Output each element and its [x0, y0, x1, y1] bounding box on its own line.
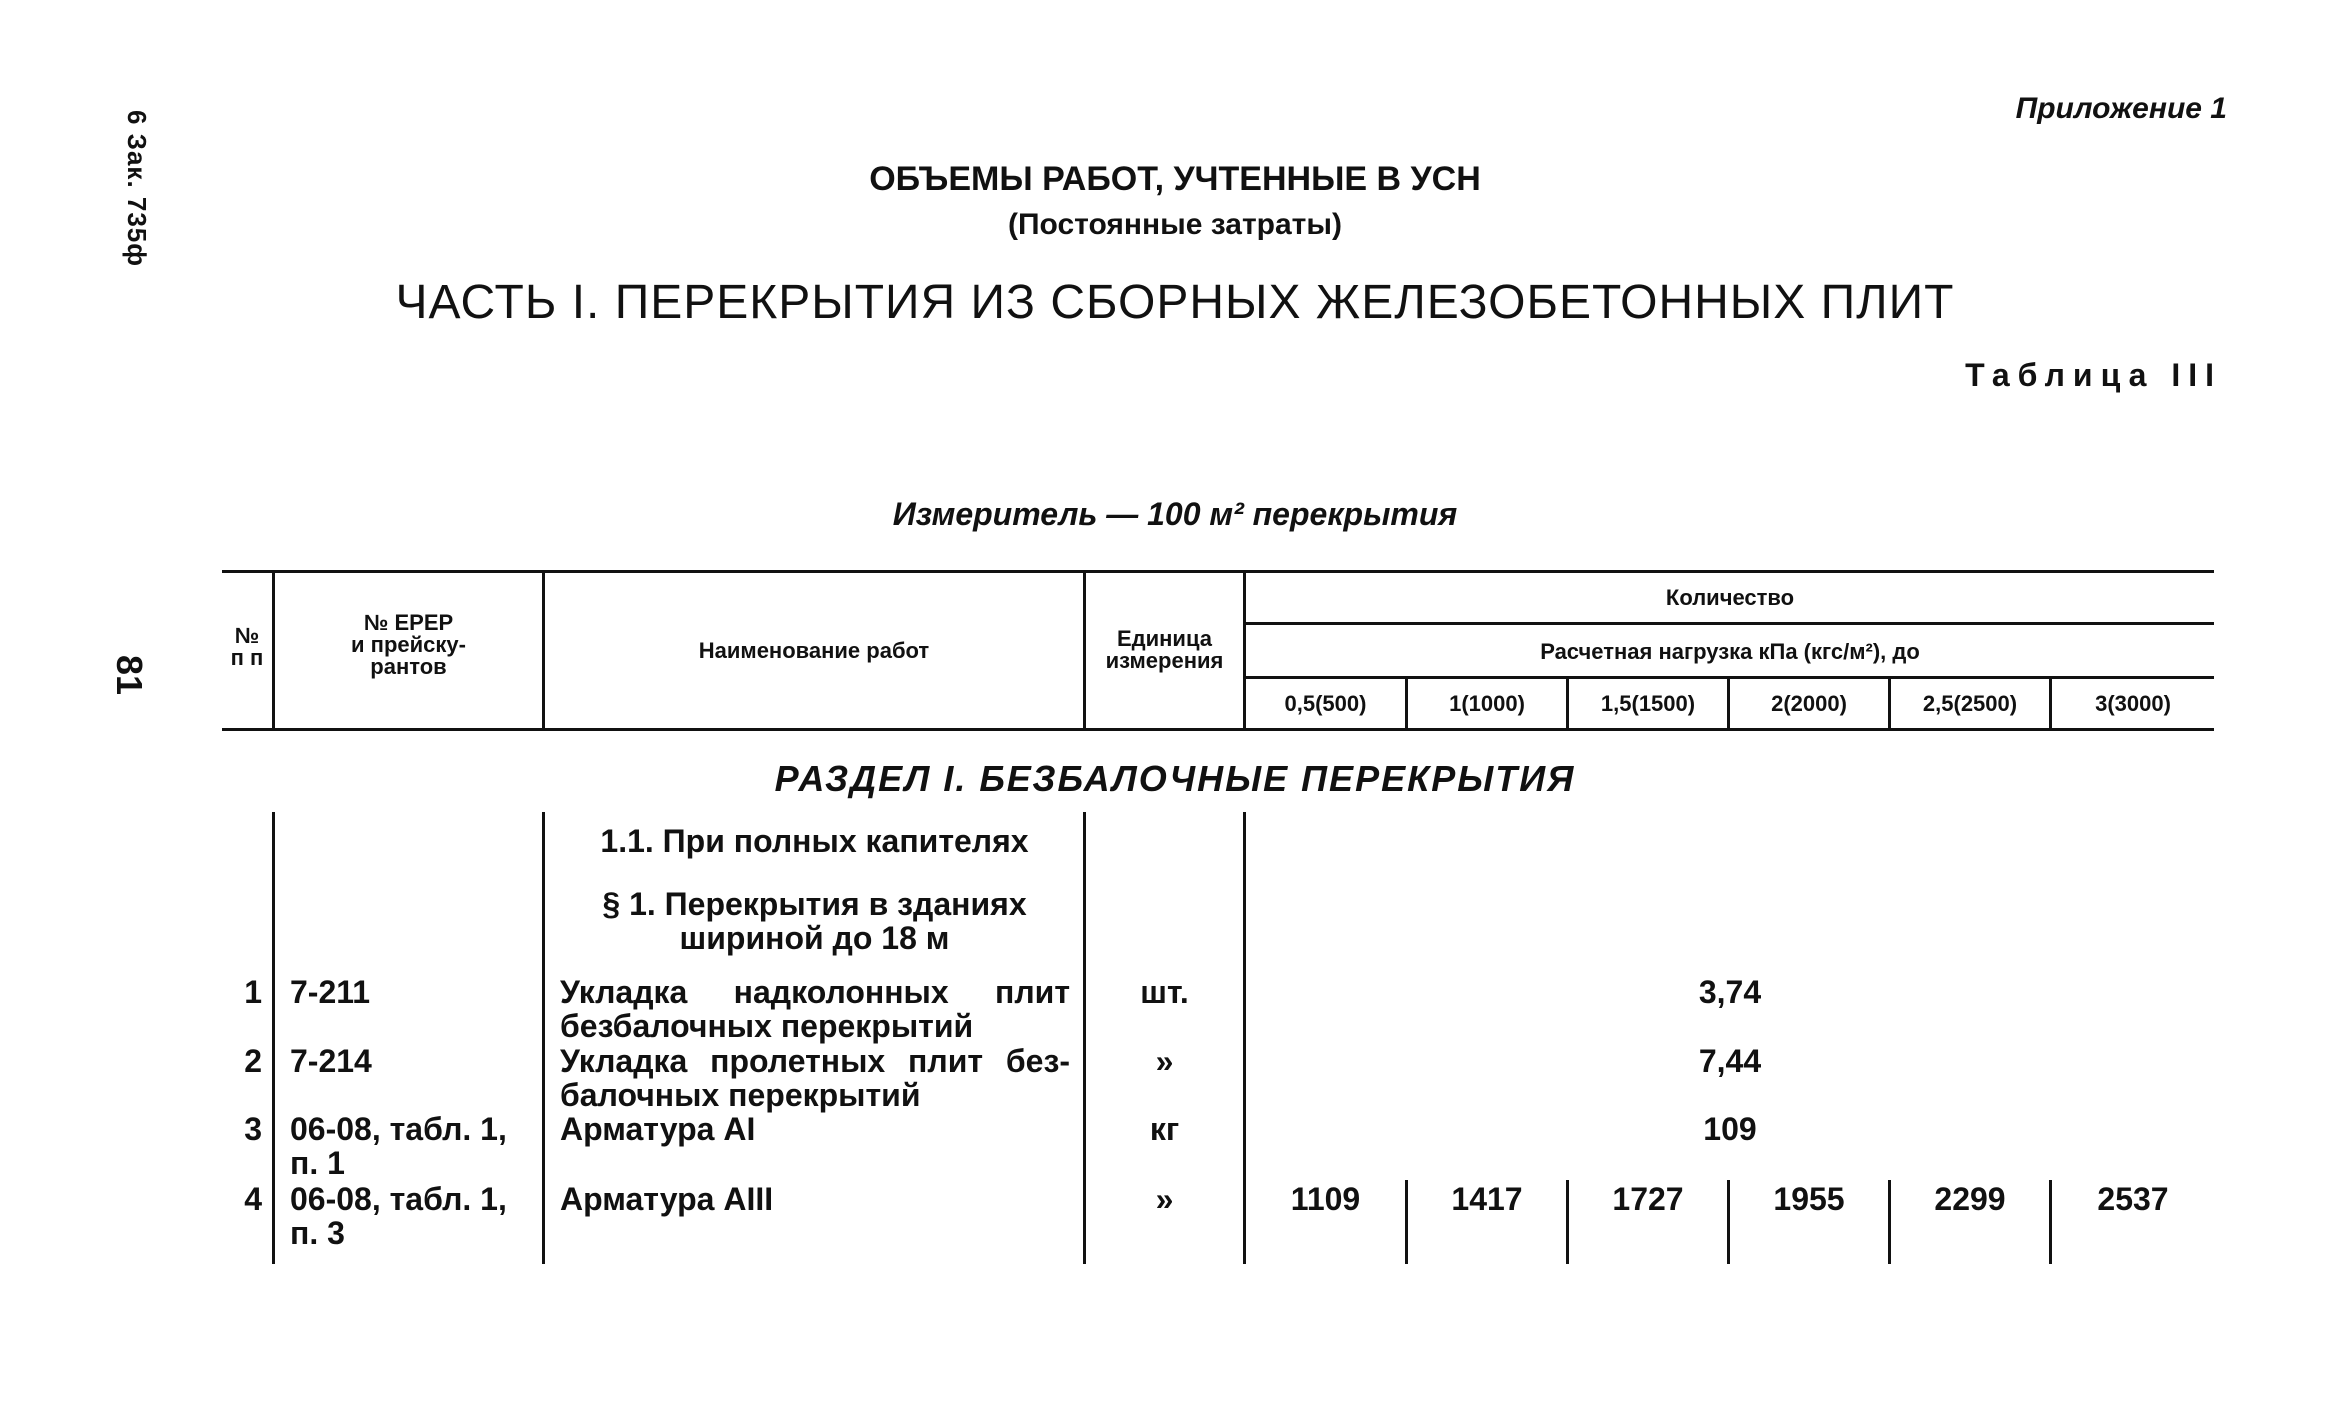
- row-code-line: п. 3: [290, 1215, 345, 1251]
- row-value: 109: [1703, 1111, 1757, 1147]
- section-heading: РАЗДЕЛ I. БЕЗБАЛОЧНЫЕ ПЕРЕКРЫТИЯ: [774, 758, 1576, 799]
- table-top-rule: [222, 570, 2214, 573]
- measure-unit: Измеритель — 100 м² перекрытия: [892, 496, 1458, 532]
- row-value: 7,44: [1698, 1043, 1762, 1079]
- table-header-bottom-rule: [222, 728, 2214, 731]
- table-label: Таблица III: [1965, 357, 2222, 393]
- row-value: 1109: [1290, 1181, 1361, 1217]
- load-column-label: 1,5(1500): [1600, 691, 1696, 716]
- header-eper: [275, 612, 542, 678]
- row-unit: »: [1155, 1043, 1174, 1079]
- load-column-label: 1(1000): [1449, 691, 1525, 716]
- paragraph-heading-line: § 1. Перекрытия в зданиях: [602, 886, 1027, 922]
- row-code: [290, 1112, 540, 1180]
- header-unit-line: измерения: [1105, 648, 1224, 673]
- row-name: Арматура AI: [560, 1111, 756, 1147]
- row-code: [290, 1182, 540, 1250]
- row-unit: »: [1155, 1181, 1174, 1217]
- appendix-label: Приложение 1: [2015, 92, 2227, 125]
- header-quantity: Количество: [1665, 585, 1795, 610]
- row-unit: кг: [1149, 1111, 1180, 1147]
- load-column-label: 0,5(500): [1284, 691, 1367, 716]
- row-unit: шт.: [1140, 974, 1189, 1010]
- row-name-line: балочных перекрытий: [560, 1077, 921, 1113]
- row-name: [560, 1044, 1070, 1112]
- header-eper-line: № ЕРЕР: [363, 610, 454, 635]
- header-unit: [1086, 628, 1243, 672]
- paragraph-heading-line: шириной до 18 м: [679, 920, 950, 956]
- paragraph-heading: [546, 887, 1083, 955]
- header-number: [222, 625, 272, 669]
- header-load: Расчетная нагрузка кПа (кгс/м²), до: [1540, 639, 1920, 664]
- row-value: 2537: [2097, 1181, 2169, 1217]
- row-name: [560, 975, 1070, 1043]
- page-number: 81: [109, 655, 150, 696]
- body-divider: [272, 812, 275, 1264]
- row-name: Арматура AIII: [560, 1181, 774, 1217]
- quantity-rule: [1245, 622, 2214, 625]
- row-code-line: 06-08, табл. 1,: [290, 1181, 507, 1217]
- document-title: ОБЪЕМЫ РАБОТ, УЧТЕННЫЕ В УСН: [869, 160, 1481, 198]
- row-number: 3: [244, 1111, 262, 1147]
- row-value: 2299: [1934, 1181, 2006, 1217]
- part-title: ЧАСТЬ I. ПЕРЕКРЫТИЯ ИЗ СБОРНЫХ ЖЕЛЕЗОБЕТОННЫХ ПЛИТ: [395, 276, 1955, 329]
- header-number-line: п п: [230, 645, 264, 670]
- header-number-line: №: [234, 623, 260, 648]
- header-unit-line: Единица: [1116, 626, 1212, 651]
- header-eper-line: и прейску-: [351, 632, 466, 657]
- row-name-line: Укладка пролетных плит без-: [560, 1043, 1070, 1079]
- row-value: 1955: [1773, 1181, 1845, 1217]
- row-value: 1417: [1451, 1181, 1523, 1217]
- row-number: 1: [244, 974, 262, 1010]
- row-value: 3,74: [1698, 974, 1762, 1010]
- row-code: 7-214: [290, 1043, 372, 1079]
- row-number: 4: [244, 1181, 262, 1217]
- row-name-line: безбалочных перекрытий: [560, 1008, 974, 1044]
- order-note: 6 Зак. 735ф: [122, 110, 152, 268]
- load-column-label: 3(3000): [2095, 691, 2171, 716]
- subsection-heading: 1.1. При полных капителях: [600, 823, 1029, 859]
- row-value: 1727: [1612, 1181, 1684, 1217]
- row-name-line: Укладка надколонных плит: [560, 974, 1070, 1010]
- load-column-label: 2(2000): [1771, 691, 1847, 716]
- document-subtitle: (Постоянные затраты): [1008, 208, 1342, 241]
- row-number: 2: [244, 1043, 262, 1079]
- load-column-label: 2,5(2500): [1922, 691, 2018, 716]
- row-code-line: п. 1: [290, 1145, 345, 1181]
- row-code-line: 06-08, табл. 1,: [290, 1111, 507, 1147]
- body-divider: [542, 812, 545, 1264]
- row-code: 7-211: [290, 974, 371, 1010]
- header-eper-line: рантов: [370, 654, 447, 679]
- header-work-name: Наименование работ: [698, 638, 930, 663]
